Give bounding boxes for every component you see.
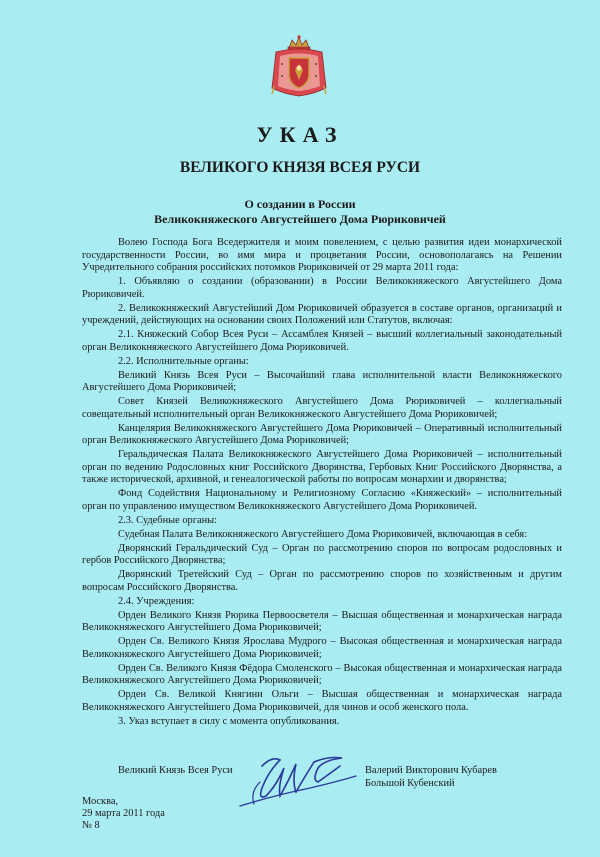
document-title: УКАЗ xyxy=(256,122,344,147)
heading-line-1: О создании в России xyxy=(244,197,356,211)
date: 29 марта 2011 года xyxy=(82,808,165,819)
paragraph-2-4-item: Орден Св. Великого Князя Фёдора Смоленского – Высокая общественная и монархическая награда Великокняжеского Августейшего Дома Рюриковичей; xyxy=(82,662,562,686)
signatory-title: Великий Князь Всея Руси xyxy=(118,765,233,776)
paragraph-preamble: Волею Господа Бога Вседержителя и моим повелением, с целью развития идеи монархической государственности России, во имя мира и процветания России, основополагаясь на Решении Учредительного собрания российских потомков Рюриковичей от 29 марта 2011 года: xyxy=(82,237,562,273)
paragraph-2-2-item: Совет Князей Великокняжеского Августейшего Дома Рюриковичей – коллегиальный совещательный исполнительный орган Великокняжеского Августейшего Дома Рюриковичей; xyxy=(82,396,562,420)
place: Москва, xyxy=(82,796,119,807)
paragraph-2-2-item: Фонд Содействия Национальному и Религиозному Согласию «Княжеский» – исполнительный орган по управлению имуществом Великокняжеского Августейшего Дома Рюриковичей. xyxy=(82,488,562,512)
paragraph-2-3-heading: 2.3. Судебные органы: xyxy=(118,514,218,526)
paragraph-1: 1. Объявляю о создании (образовании) в России Великокняжеского Августейшего Дома Рюриковичей. xyxy=(82,276,562,300)
paragraph-2-4-item: Орден Св. Великого Князя Ярослава Мудрого – Высокая общественная и монархическая награда Великокняжеского Августейшего Дома Рюриковичей; xyxy=(82,636,562,660)
signatory-block xyxy=(365,765,497,790)
handwritten-signature-icon xyxy=(232,752,362,814)
paragraph-2-4-item: Орден Великого Князя Рюрика Первоосветеля – Высшая общественная и монархическая награда Великокняжеского Августейшего Дома Рюриковичей; xyxy=(82,609,562,633)
paragraph-2-3-item: Дворянский Третейский Суд – Орган по рассмотрению споров по хозяйственным и другим вопросам Российского Дворянства. xyxy=(82,569,562,593)
document-body xyxy=(82,237,562,730)
paragraph-2-4-heading: 2.4. Учреждения: xyxy=(118,595,195,607)
document-subtitle: ВЕЛИКОГО КНЯЗЯ ВСЕЯ РУСИ xyxy=(179,159,421,176)
heading-line-2: Великокняжеского Августейшего Дома Рюриковичей xyxy=(154,212,446,226)
signatory-name: Валерий Викторович Кубарев xyxy=(365,765,497,776)
document-heading xyxy=(0,197,600,227)
coat-of-arms-icon xyxy=(270,34,328,100)
paragraph-2-3-item: Судебная Палата Великокняжеского Августейшего Дома Рюриковичей, включающая в себя: xyxy=(118,528,528,540)
place-date-block xyxy=(82,796,165,832)
paragraph-2-2-heading: 2.2. Исполнительные органы: xyxy=(118,355,249,367)
paragraph-2-4-item: Орден Св. Великой Княгини Ольги – Высшая общественная и монархическая награда Великокняжеского Августейшего Дома Рюриковичей, для чинов и особ женского пола. xyxy=(82,689,562,713)
decree-number: № 8 xyxy=(82,820,100,831)
paragraph-2: 2. Великокняжеский Августейший Дом Рюриковичей образуется в составе органов, организаций и учреждений, действующих на основании своих Положений или Статутов, включая: xyxy=(82,302,562,326)
paragraph-2-1: 2.1. Княжеский Собор Всея Руси – Ассамблея Князей – высший коллегиальный законодательный орган Великокняжеского Августейшего Дома Рюриковичей. xyxy=(82,329,562,353)
paragraph-2-3-item: Дворянский Геральдический Суд – Орган по рассмотрению споров по вопросам родословных и гербов Российского Дворянства; xyxy=(82,542,562,566)
paragraph-2-2-item: Геральдическая Палата Великокняжеского Августейшего Дома Рюриковичей – исполнительный орган по ведению Родословных книг Российского Дворянства, Гербовых Книг Российского Дворянства, а также исторической, архивной, и генеалогической работы по вопросам монархии и дворянства; xyxy=(82,449,562,485)
paragraph-2-2-item: Канцелярия Великокняжеского Августейшего Дома Рюриковичей – Оперативный исполнительный орган Великокняжеского Августейшего Дома Рюриковичей; xyxy=(82,422,562,446)
paragraph-2-2-item: Великий Князь Всея Руси – Высочайший глава исполнительной власти Великокняжеского Августейшего Дома Рюриковичей; xyxy=(82,369,562,393)
paragraph-3: 3. Указ вступает в силу с момента опубликования. xyxy=(118,715,340,727)
signatory-title-2: Большой Кубенский xyxy=(365,777,455,789)
